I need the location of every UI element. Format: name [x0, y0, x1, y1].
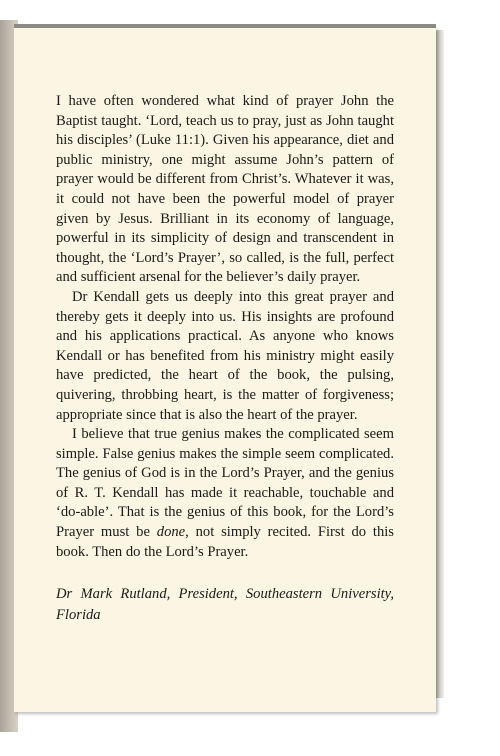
paragraph-3-text-after: , not simply recited. First do this book. Then do the Lord’s Prayer. [56, 524, 394, 560]
paragraph-2: Dr Kendall gets us deeply into this great prayer and thereby gets it deeply into us. His insights are profound and his applications practical. As anyone who knows Kendall or has benefited from his ministry might easily have predicted, the heart of the book, the pulsing, quivering, throbbing heart, is the matter of forgiveness; appropriate since that is also the heart of the prayer. [56, 288, 394, 423]
paragraph-3-text-before: I believe that true genius makes the complicated seem simple. False genius makes the simple seem complicated. The genius of God is in the Lord’s Prayer, and the genius of R. T. Kendall has made it reachable, touchable and ‘do-able’. That is the genius of this book, for the Lord’s Prayer must be [56, 426, 394, 541]
page-edge-shadow [436, 30, 444, 698]
endorser-signature: Dr Mark Rutland, President, Southeastern University, Florida [56, 586, 394, 624]
paragraph-3-emphasis: done [156, 524, 186, 541]
endorsement-text [56, 92, 394, 641]
paragraph-1: I have often wondered what kind of prayer John the Baptist taught. ‘Lord, teach us to pray, just as John taught his disciples’ (Luke 11:1). Given his appearance, diet and public ministry, one might assume John’s pattern of prayer would be different from Christ’s. Whatever it was, it could not have been the powerful model of prayer given by Jesus. Brilliant in its economy of language, powerful in its simplicity of design and transcendent in thought, the ‘Lord’s Prayer’, so called, is the full, perfect and sufficient arsenal for the believer’s daily prayer. [56, 93, 394, 286]
paragraph-3 [56, 425, 394, 562]
